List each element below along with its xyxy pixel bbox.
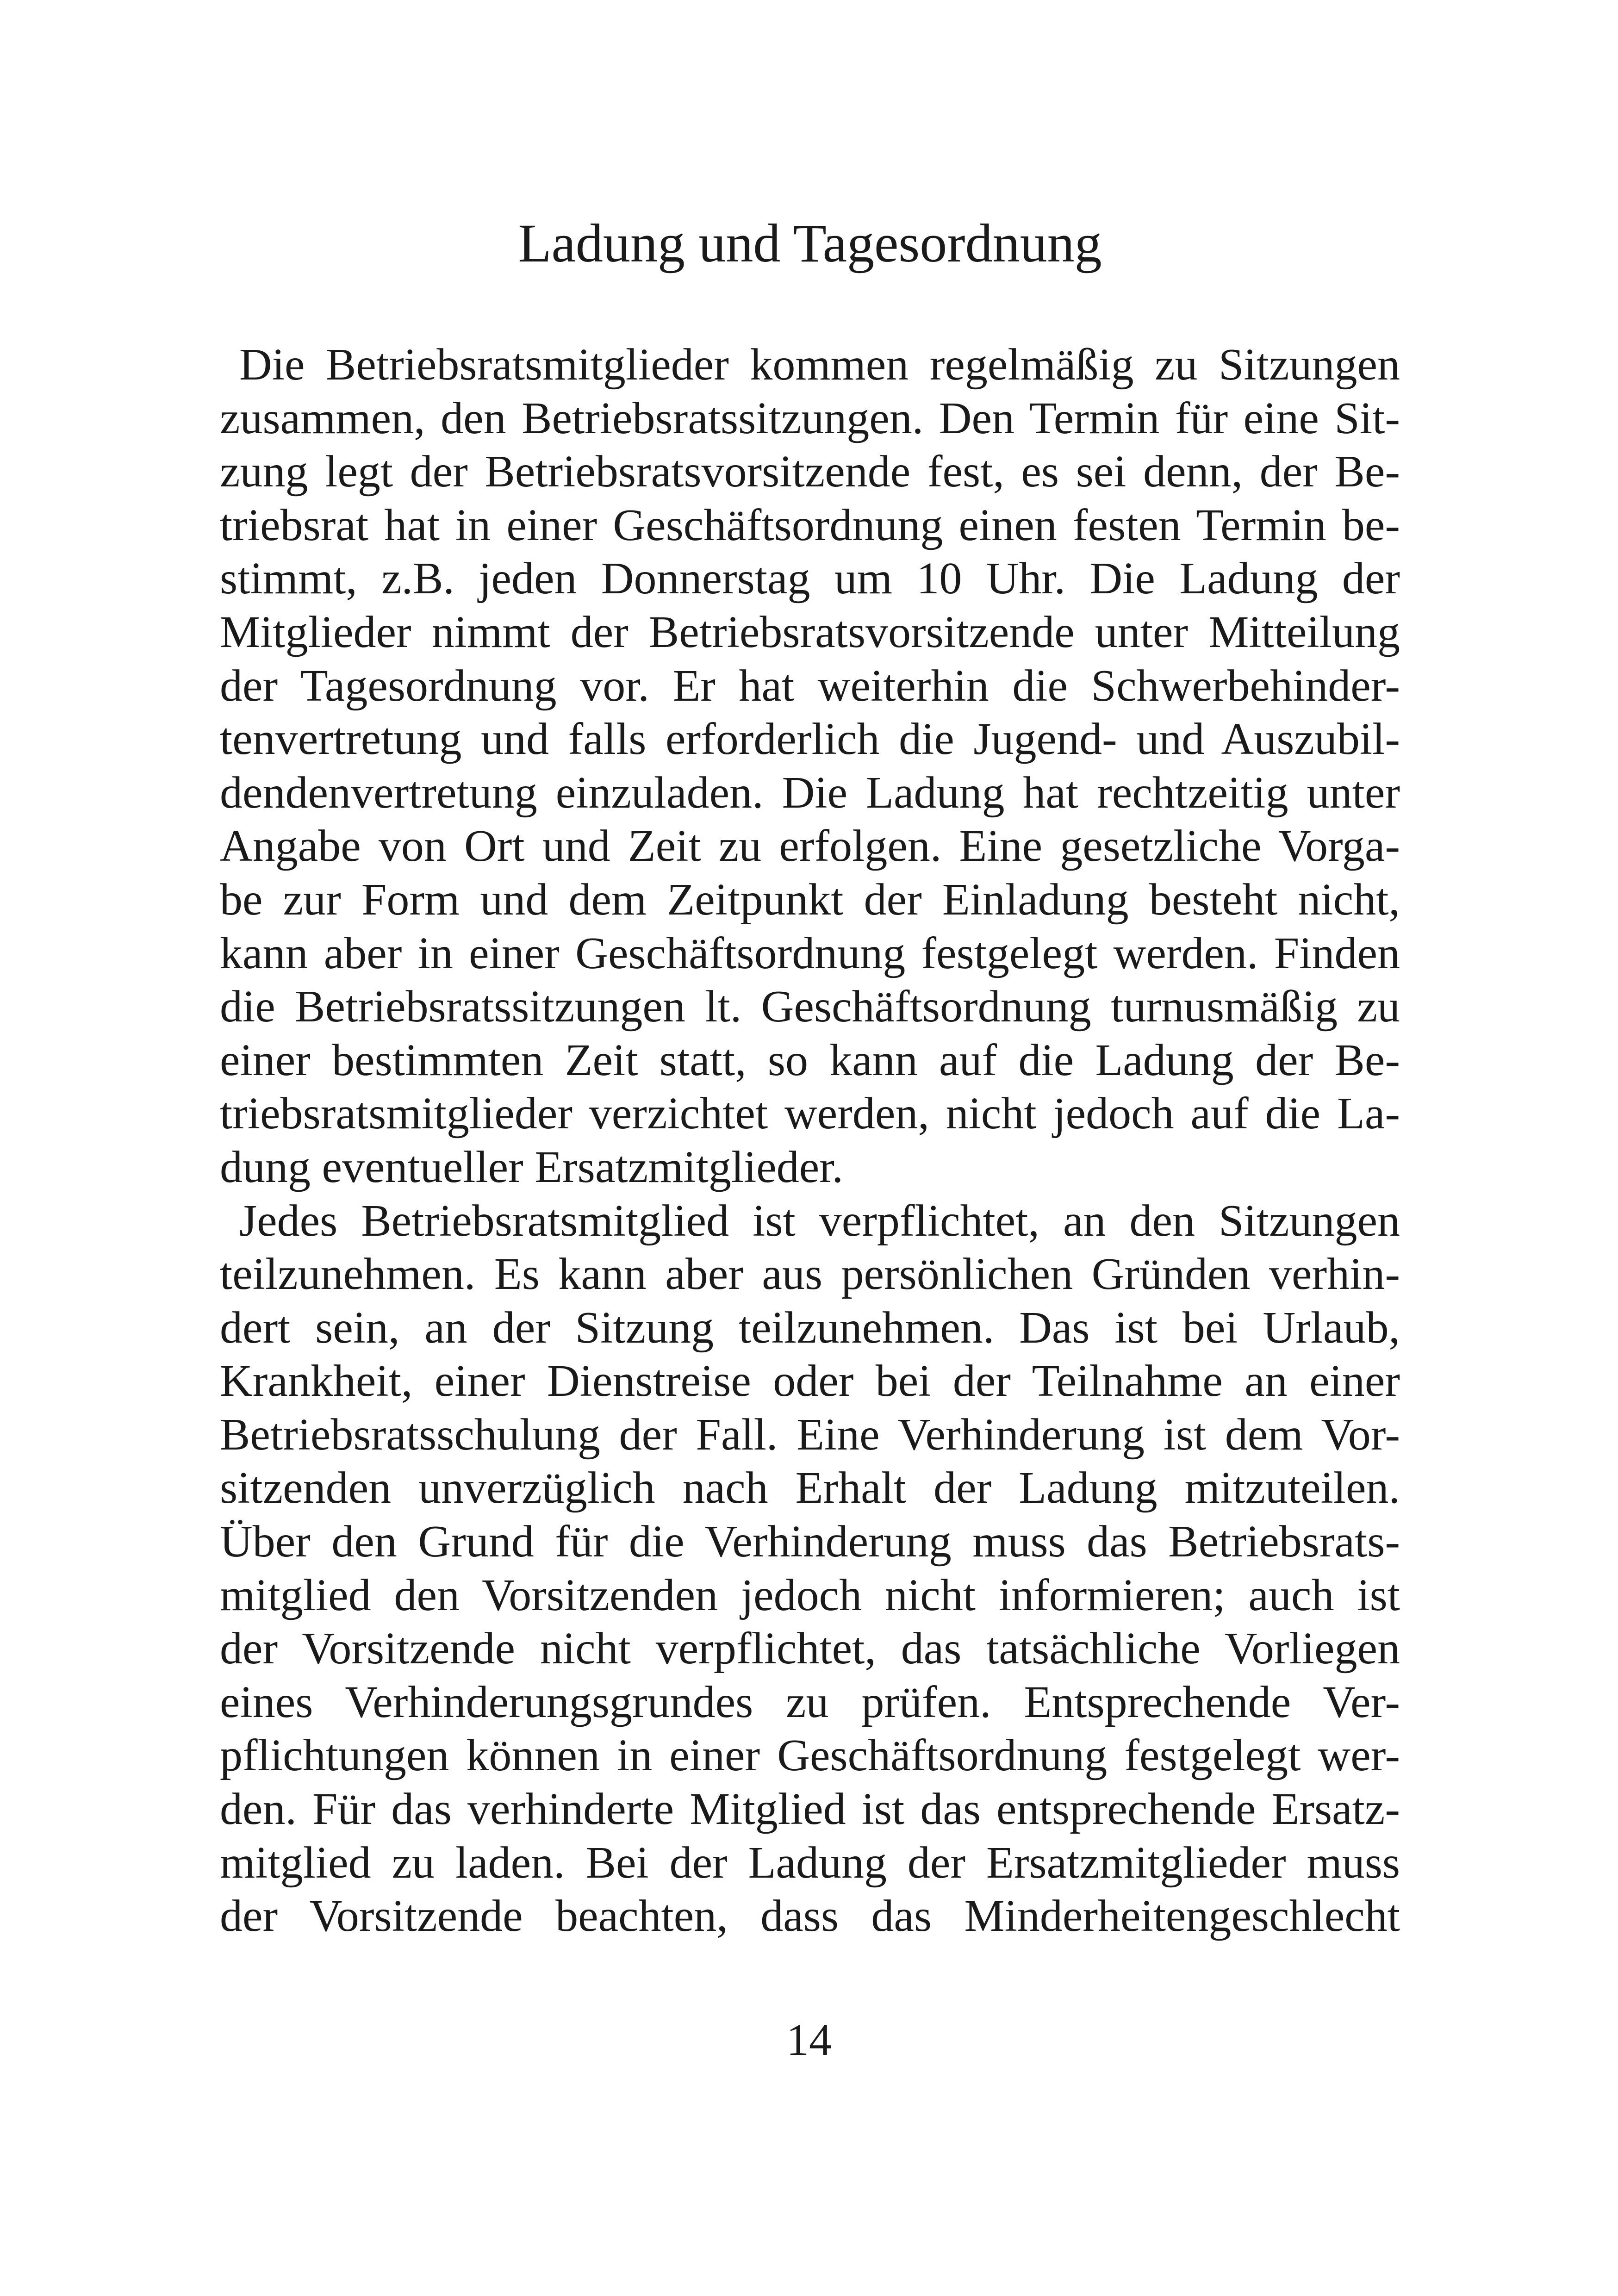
body-text [220, 338, 1400, 1967]
text-line: zung legt der Betriebsratsvorsitzende fest, es sei denn, der Be- [220, 447, 1400, 497]
text-line: einer bestimmten Zeit statt, so kann auf die Ladung der Be- [220, 1035, 1400, 1085]
text-line: die Betriebsratssitzungen lt. Geschäftsordnung turnusmäßig zu [220, 982, 1400, 1032]
text-line: Die Betriebsratsmitglieder kommen regelmäßig zu Sitzungen [239, 340, 1400, 390]
text-line: dert sein, an der Sitzung teilzunehmen. Das ist bei Urlaub, [220, 1302, 1400, 1353]
text-line: dung eventueller Ersatzmitglieder. [220, 1142, 844, 1192]
text-line: Über den Grund für die Verhinderung muss das Betriebsrats- [220, 1517, 1400, 1567]
text-line: kann aber in einer Geschäftsordnung festgelegt werden. Finden [220, 928, 1400, 978]
page-number: 14 [786, 2015, 832, 2065]
text-line: triebsratsmitglieder verzichtet werden, nicht jedoch auf die La- [220, 1089, 1400, 1139]
text-line: sitzenden unverzüglich nach Erhalt der Ladung mitzuteilen. [220, 1463, 1400, 1513]
text-line: zusammen, den Betriebsratssitzungen. Den Termin für eine Sit- [220, 393, 1400, 443]
page-title: Ladung und Tagesordnung [518, 213, 1102, 274]
text-line: der Tagesordnung vor. Er hat weiterhin die Schwerbehinder- [220, 660, 1400, 711]
text-line: dendenvertretung einzuladen. Die Ladung hat rechtzeitig unter [220, 767, 1400, 818]
text-line: tenvertretung und falls erforderlich die Jugend- und Auszubil- [220, 714, 1400, 765]
text-line: Mitglieder nimmt der Betriebsratsvorsitzende unter Mitteilung [220, 607, 1400, 657]
text-line: Betriebsratsschulung der Fall. Eine Verhinderung ist dem Vor- [220, 1409, 1400, 1460]
paragraph-2 [220, 1195, 1400, 1943]
text-line: Angabe von Ort und Zeit zu erfolgen. Eine gesetzliche Vorga- [220, 821, 1400, 871]
text-line: stimmt, z.B. jeden Donnerstag um 10 Uhr. Die Ladung der [220, 554, 1400, 604]
text-line: den. Für das verhinderte Mitglied ist das entsprechende Ersatz- [220, 1784, 1400, 1835]
text-line: pflichtungen können in einer Geschäftsordnung festgelegt wer- [220, 1730, 1400, 1781]
text-line: teilzunehmen. Es kann aber aus persönlichen Gründen verhin- [220, 1249, 1400, 1300]
text-line: mitglied den Vorsitzenden jedoch nicht informieren; auch ist [220, 1570, 1400, 1620]
paragraph-1 [220, 338, 1400, 1195]
text-line: be zur Form und dem Zeitpunkt der Einladung besteht nicht, [220, 874, 1400, 925]
text-line: triebsrat hat in einer Geschäftsordnung einen festen Termin be- [220, 500, 1400, 550]
text-line: der Vorsitzende nicht verpflichtet, das tatsächliche Vorliegen [220, 1624, 1400, 1674]
text-line: Jedes Betriebsratsmitglied ist verpflichtet, an den Sitzungen [239, 1195, 1400, 1246]
text-line: mitglied zu laden. Bei der Ladung der Ersatzmitglieder muss [220, 1837, 1400, 1888]
text-line: eines Verhinderungsgrundes zu prüfen. Entsprechende Ver- [220, 1677, 1400, 1727]
text-line: Krankheit, einer Dienstreise oder bei der Teilnahme an einer [220, 1356, 1400, 1406]
text-line: der Vorsitzende beachten, dass das Minderheitengeschlecht [220, 1891, 1400, 1941]
